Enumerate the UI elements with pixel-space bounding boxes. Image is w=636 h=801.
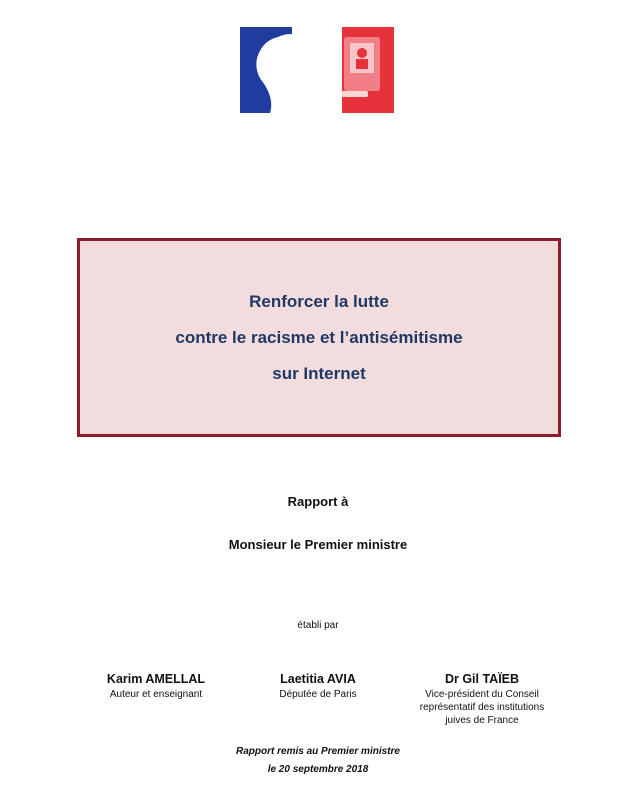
author-role-line-1: Vice-président du Conseil bbox=[425, 689, 539, 700]
author-role-line-3: juives de France bbox=[445, 715, 519, 726]
report-to-label: Rapport à bbox=[287, 494, 349, 509]
author-name: Karim AMELLAL bbox=[106, 672, 206, 686]
title-line-3: sur Internet bbox=[272, 363, 366, 383]
author-block bbox=[248, 670, 388, 701]
author-name: Laetitia AVIA bbox=[280, 672, 356, 686]
marianne-keyboard-logo-icon bbox=[240, 27, 394, 113]
author-role: Députée de Paris bbox=[279, 689, 357, 700]
title-line-1: Renforcer la lutte bbox=[249, 291, 389, 311]
author-role: Auteur et enseignant bbox=[109, 689, 203, 700]
footer-line-1: Rapport remis au Premier ministre bbox=[236, 746, 400, 757]
report-title-box bbox=[77, 238, 561, 437]
title-line-2: contre le racisme et l’antisémitisme bbox=[175, 327, 463, 347]
recipient-label: Monsieur le Premier ministre bbox=[228, 537, 408, 552]
footer-date: le 20 septembre 2018 bbox=[267, 764, 369, 775]
author-role-line-2: représentatif des institutions bbox=[419, 702, 545, 713]
author-block bbox=[86, 670, 226, 701]
author-block bbox=[392, 670, 572, 727]
author-name: Dr Gil TAÏEB bbox=[444, 672, 520, 686]
government-logo bbox=[240, 27, 394, 113]
established-by-label: établi par bbox=[297, 620, 339, 631]
